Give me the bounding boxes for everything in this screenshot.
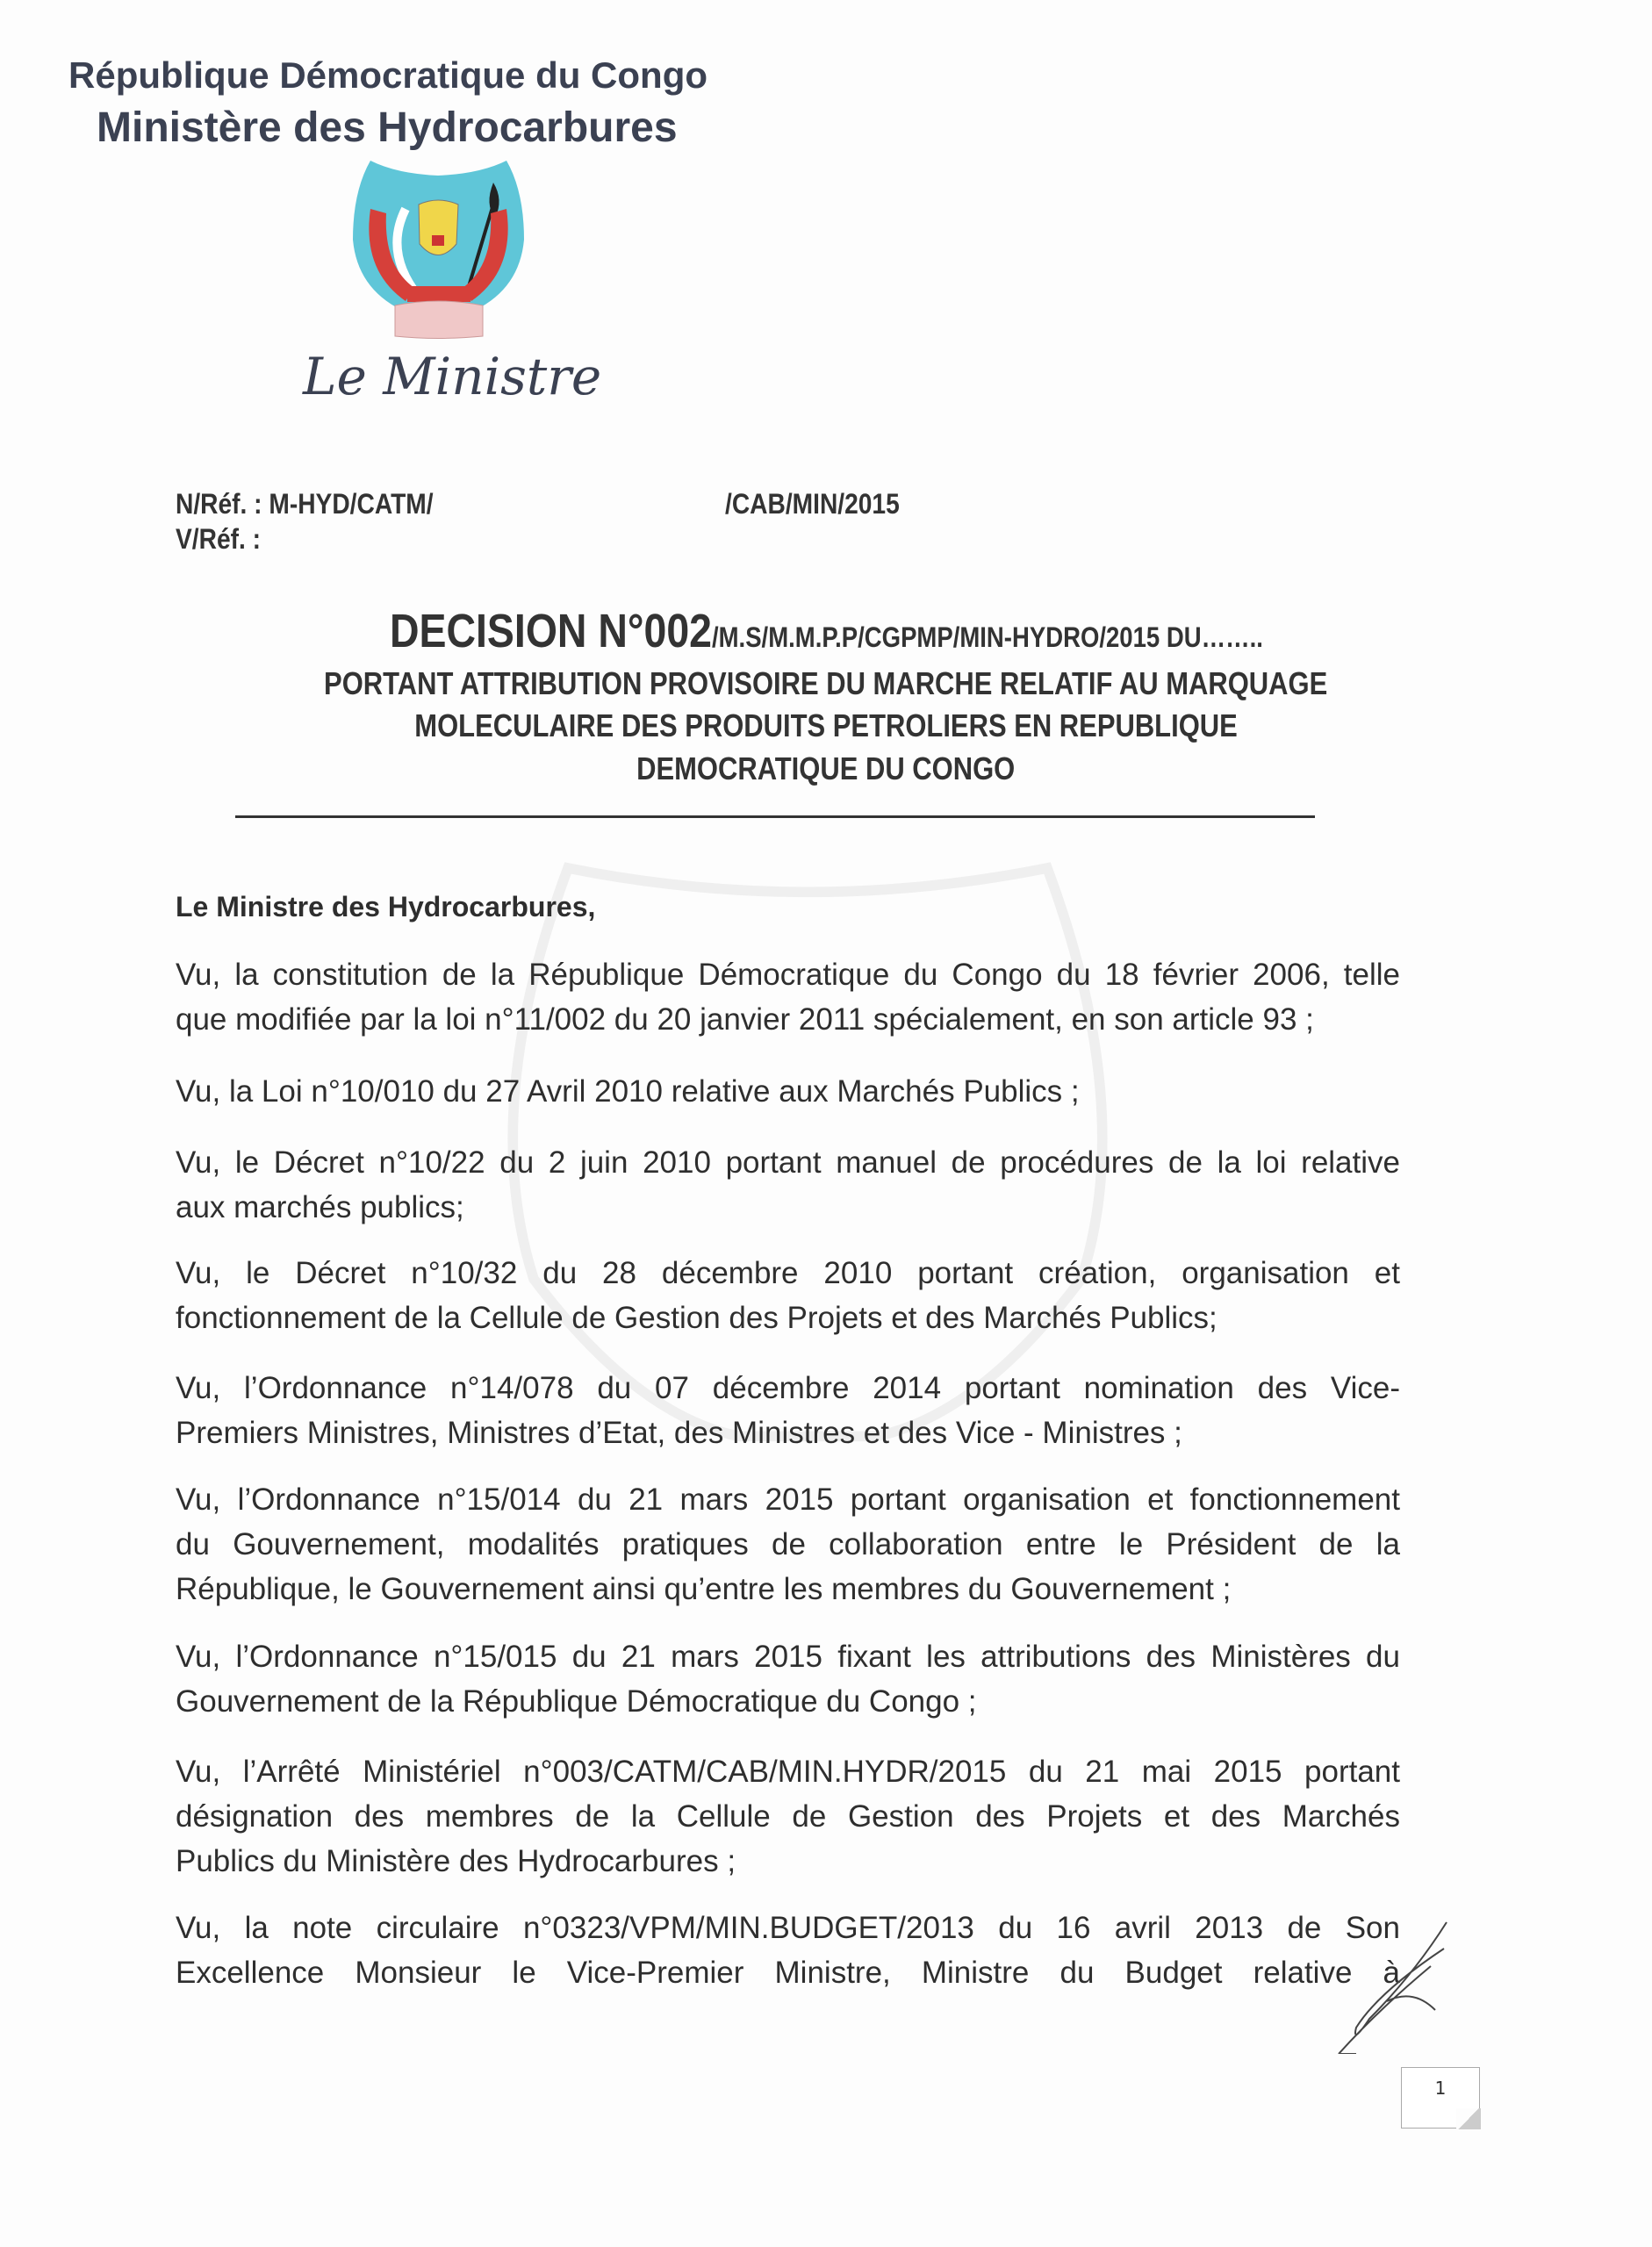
page-number: 1 [1434,2078,1447,2099]
page-number-box [1401,2067,1480,2129]
paragraph-line: Premiers Ministres, Ministres d’Etat, des Ministres et des Vice - Ministres ; [176,1416,1182,1450]
le-ministre-script-title: Le Ministre [303,347,602,406]
paragraph-line: Vu, l’Ordonnance n°14/078 du 07 décembre 2014 portant nomination des Vice- [176,1371,1400,1405]
decision-code: /M.S/M.M.P.P/CGPMP/MIN-HYDRO/2015 DU…….. [711,621,1263,653]
paragraph-line: aux marchés publics; [176,1190,464,1224]
consideration-paragraph [176,1634,1400,1724]
paragraph-line: que modifiée par la loi n°11/002 du 20 janvier 2011 spécialement, en son article 93 ; [176,1002,1314,1037]
paragraph-line: Vu, l’Arrêté Ministériel n°003/CATM/CAB/MIN.HYDR/2015 du 21 mai 2015 portant [176,1755,1400,1789]
paragraph-line: Publics du Ministère des Hydrocarbures ; [176,1844,736,1878]
handwritten-initials-signature [1334,1913,1457,2054]
consideration-paragraph [176,1140,1400,1230]
decision-subject-line [0,707,1652,744]
paragraph-line: Vu, l’Ordonnance n°15/014 du 21 mars 2015 portant organisation et fonctionnement [176,1482,1400,1517]
paragraph-line: Vu, l’Ordonnance n°15/015 du 21 mars 2015 fixant les attributions des Ministères du [176,1640,1400,1674]
subject-text: DEMOCRATIQUE DU CONGO [636,750,1016,786]
decision-subject-line [0,665,1652,702]
title-divider [235,815,1315,818]
paragraph-line: désignation des membres de la Cellule de Gestion des Projets et des Marchés [176,1799,1400,1834]
our-reference-suffix: /CAB/MIN/2015 [725,488,900,520]
subject-text: MOLECULAIRE DES PRODUITS PETROLIERS EN REPUBLIQUE [414,707,1238,743]
preamble-intro: Le Ministre des Hydrocarbures, [176,891,596,922]
consideration-paragraph [176,1749,1400,1884]
paragraph-line: Excellence Monsieur le Vice-Premier Ministre, Ministre du Budget relative à [176,1956,1400,1990]
paragraph-line: Gouvernement de la République Démocratique du Congo ; [176,1684,977,1719]
paragraph-line: du Gouvernement, modalités pratiques de collaboration entre le Président de la [176,1527,1400,1561]
paragraph-line: République, le Gouvernement ainsi qu’entre les membres du Gouvernement ; [176,1572,1232,1606]
coat-of-arms-emblem [344,156,533,345]
decision-number: DECISION N°002 [389,605,712,657]
country-heading: République Démocratique du Congo [68,54,708,96]
consideration-paragraph [176,952,1400,1042]
paragraph-line: fonctionnement de la Cellule de Gestion des Projets et des Marchés Publics; [176,1301,1217,1335]
consideration-paragraph [176,1069,1400,1114]
consideration-paragraph [176,1906,1400,1995]
paragraph-line: Vu, la constitution de la République Démocratique du Congo du 18 février 2006, telle [176,958,1400,992]
ministry-heading: Ministère des Hydrocarbures [97,104,678,151]
consideration-paragraph [176,1366,1400,1455]
paragraph-line: Vu, le Décret n°10/22 du 2 juin 2010 portant manuel de procédures de la loi relative [176,1145,1400,1180]
paragraph-line: Vu, la Loi n°10/010 du 27 Avril 2010 relative aux Marchés Publics ; [176,1074,1080,1109]
decision-subject-line [0,750,1652,787]
paragraph-line: Vu, le Décret n°10/32 du 28 décembre 2010 portant création, organisation et [176,1256,1400,1290]
subject-text: PORTANT ATTRIBUTION PROVISOIRE DU MARCHE RELATIF AU MARQUAGE [324,665,1328,701]
page-curl-icon [1456,2108,1481,2129]
our-reference: N/Réf. : M-HYD/CATM/ [176,488,434,520]
consideration-paragraph [176,1251,1400,1340]
your-reference: V/Réf. : [176,523,262,555]
decision-title [0,604,1652,658]
consideration-paragraph [176,1477,1400,1612]
paragraph-line: Vu, la note circulaire n°0323/VPM/MIN.BUDGET/2013 du 16 avril 2013 de Son [176,1911,1400,1945]
